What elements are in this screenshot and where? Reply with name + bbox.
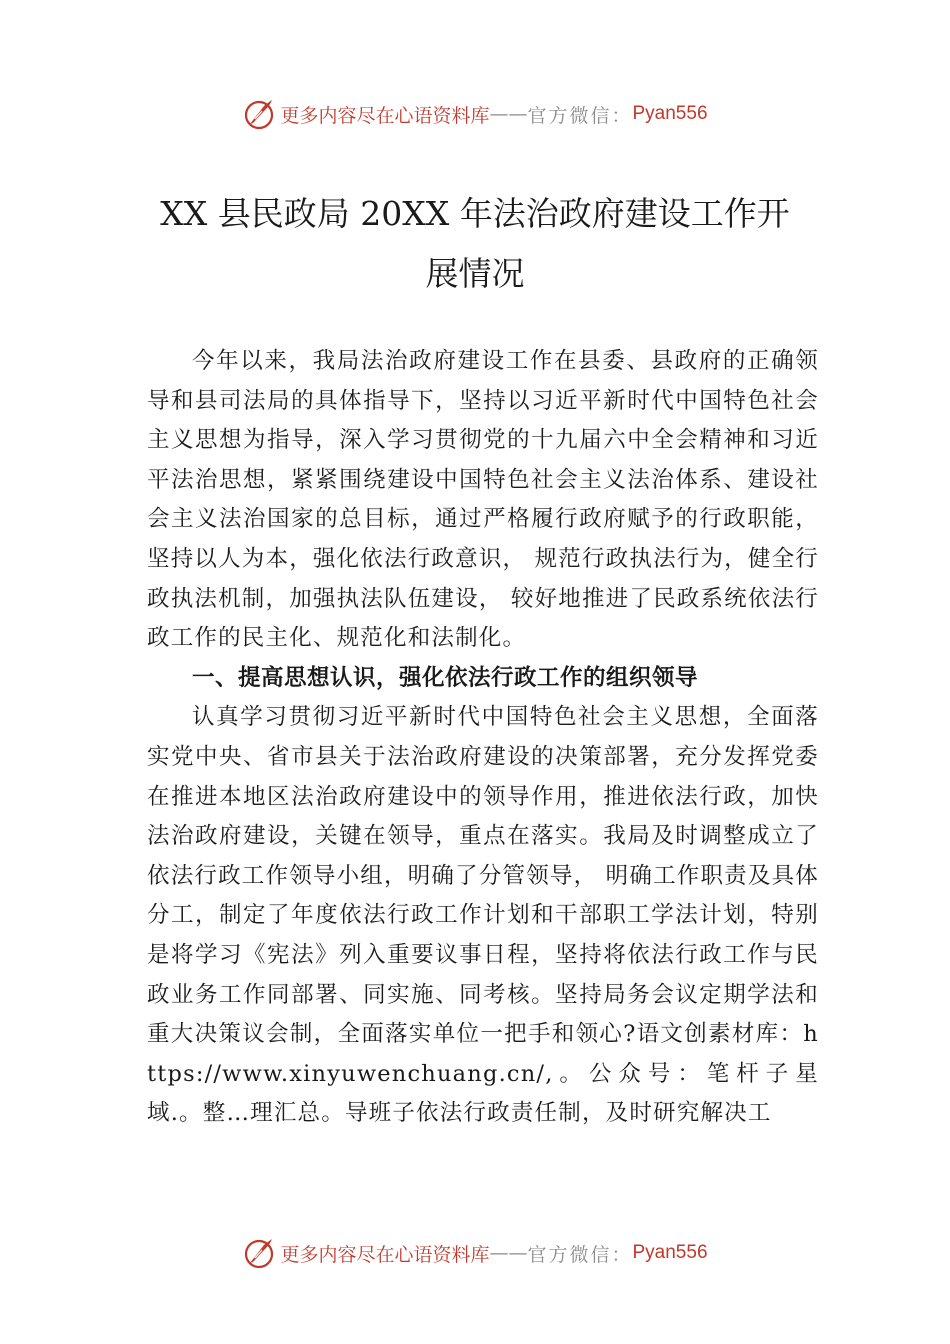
paragraph-section-1: 认真学习贯彻习近平新时代中国特色社会主义思想，全面落实党中央、省市县关于法治政府建设的决策部署，充分发挥党委在推进本地区法治政府建设中的领导作用，推进依法行政，加快法治政府建设，关键在领导，重点在落实。我局及时调整成立了依法行政工作领导小组，明确了分管领导， 明确工作职责及具体分工，制定了年度依法行政工作计划和干部职工学法计划，特别是将学习《宪法》列入重要议事日程，坚持将依法行政工作与民政业务工作同部署、同实施、同考核。坚持局务会议定期学法和重大决策议会制，全面落实单位一把手和领心?语文创素材库：https://www.xinyuwenchuang.cn/,。公众号：笔杆子星域.。整…理汇总。导班子依法行政责任制，及时研究解决工	[147, 704, 819, 1127]
banner-wechat-id: Pyan556	[632, 1242, 708, 1263]
banner-official-text: 官方微信：	[527, 104, 633, 127]
footer-banner	[0, 1233, 950, 1273]
quill-circle-logo-icon	[242, 97, 276, 131]
banner-main-text: 更多内容尽在心语资料库	[280, 104, 490, 127]
title-line-2: 展情况	[425, 254, 525, 293]
document-title	[140, 184, 810, 304]
banner-main-text: 更多内容尽在心语资料库	[280, 1243, 490, 1266]
quill-circle-logo-icon	[242, 1236, 276, 1270]
banner-dash: ——	[489, 103, 528, 125]
title-line-1: XX 县民政局 20XX 年法治政府建设工作开	[160, 194, 790, 233]
section-heading-1: 一、提高思想认识，强化依法行政工作的组织领导	[192, 664, 699, 691]
banner-wechat-id: Pyan556	[632, 103, 708, 124]
header-banner	[0, 94, 950, 134]
banner-official-text: 官方微信：	[527, 1243, 633, 1266]
document-body	[147, 342, 819, 1134]
banner-dash: ——	[489, 1242, 528, 1264]
paragraph-intro: 今年以来，我局法治政府建设工作在县委、县政府的正确领导和县司法局的具体指导下，坚持以习近平新时代中国特色社会主义思想为指导，深入学习贯彻党的十九届六中全会精神和习近平法治思想，紧紧围绕建设中国特色社会主义法治体系、建设社会主义法治国家的总目标，通过严格履行政府赋予的行政职能，坚持以人为本，强化依法行政意识， 规范行政执法行为，健全行政执法机制，加强执法队伍建设， 较好地推进了民政系统依法行政工作的民主化、规范化和法制化。	[147, 348, 819, 652]
